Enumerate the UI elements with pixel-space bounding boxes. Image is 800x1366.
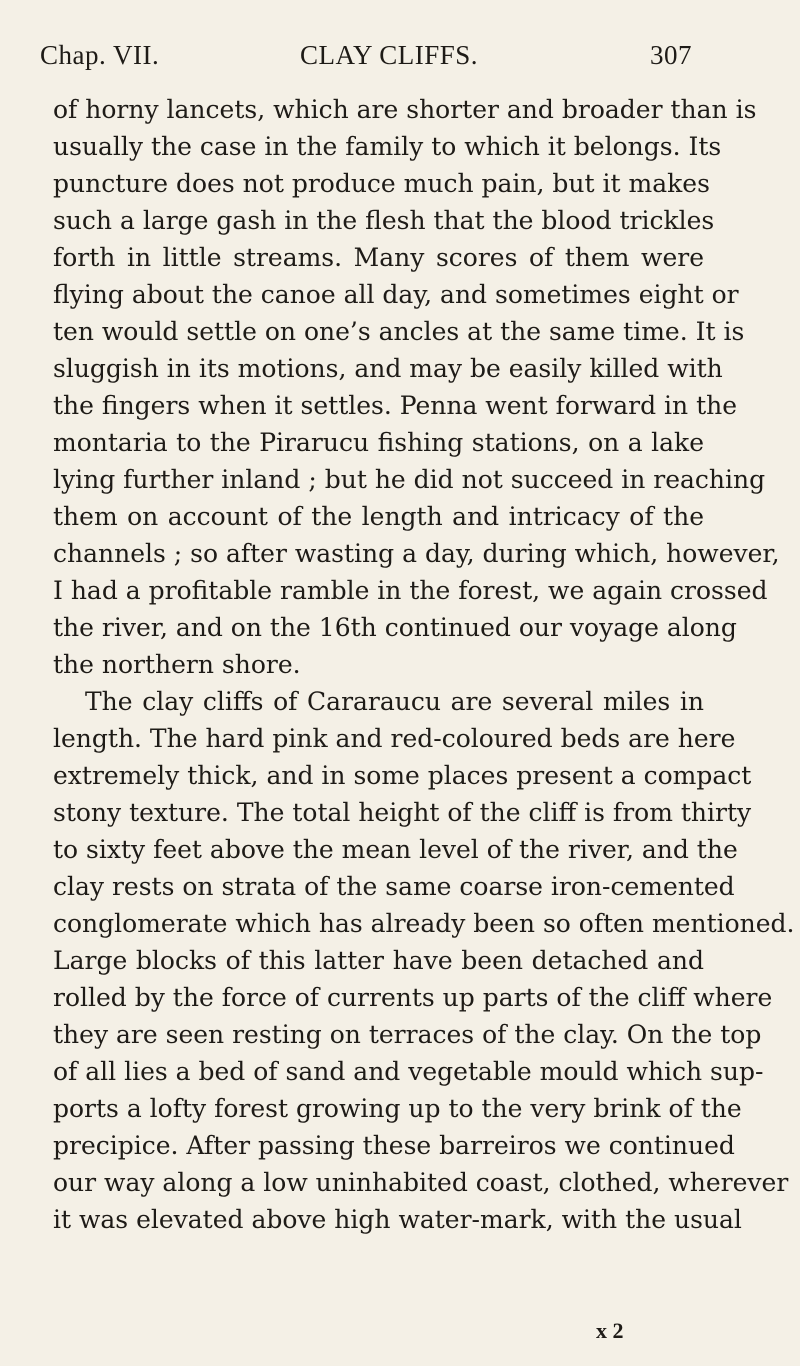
chapter-label: Chap. VII.: [40, 40, 160, 70]
text-line: conglomerate which has already been so often mentioned.: [53, 909, 795, 938]
text-line: the river, and on the 16th continued our voyage along: [53, 613, 737, 642]
text-line: of all lies a bed of sand and vegetable mould which sup-: [53, 1057, 764, 1086]
signature-mark: x 2: [596, 1318, 624, 1343]
text-line: extremely thick, and in some places present a compact: [53, 761, 752, 790]
text-line: precipice. After passing these barreiros we continued: [53, 1131, 735, 1160]
text-line: I had a profitable ramble in the forest, we again crossed: [53, 576, 768, 605]
text-line: it was elevated above high water-mark, with the usual: [53, 1205, 742, 1234]
text-line: ports a lofty forest growing up to the very brink of the: [53, 1094, 742, 1123]
text-line: of horny lancets, which are shorter and broader than is: [53, 95, 757, 124]
paragraph-start-line: The clay cliffs of Cararaucu are several miles in: [85, 687, 704, 716]
paragraph-end-line: the northern shore.: [53, 650, 301, 679]
running-header: [40, 40, 692, 76]
text-line: puncture does not produce much pain, but it makes: [53, 169, 710, 198]
text-line: montaria to the Pirarucu fishing stations, on a lake: [53, 428, 704, 457]
text-line: stony texture. The total height of the cliff is from thirty: [53, 798, 752, 827]
text-line: them on account of the length and intricacy of the: [53, 502, 704, 531]
text-line: lying further inland ; but he did not succeed in reaching: [53, 465, 766, 494]
text-line: rolled by the force of currents up parts of the cliff where: [53, 983, 773, 1012]
text-line: they are seen resting on terraces of the clay. On the top: [53, 1020, 762, 1049]
text-line: forth in little streams. Many scores of them were: [53, 243, 704, 272]
text-line: to sixty feet above the mean level of the river, and the: [53, 835, 738, 864]
chapter-title: CLAY CLIFFS.: [300, 40, 479, 70]
text-line: such a large gash in the flesh that the blood trickles: [53, 206, 715, 235]
text-line: usually the case in the family to which it belongs. Its: [53, 132, 722, 161]
text-line: the fingers when it settles. Penna went forward in the: [53, 391, 738, 420]
text-line: length. The hard pink and red-coloured beds are here: [53, 724, 736, 753]
text-line: Large blocks of this latter have been detached and: [53, 946, 704, 975]
page-number: 307: [650, 40, 692, 70]
text-line: sluggish in its motions, and may be easily killed with: [53, 354, 723, 383]
text-line: channels ; so after wasting a day, during which, however,: [53, 539, 780, 568]
text-line: clay rests on strata of the same coarse iron-cemented: [53, 872, 735, 901]
text-line: our way along a low uninhabited coast, clothed, wherever: [53, 1168, 789, 1197]
text-line: ten would settle on one’s ancles at the same time. It is: [53, 317, 745, 346]
text-line: flying about the canoe all day, and sometimes eight or: [53, 280, 739, 309]
